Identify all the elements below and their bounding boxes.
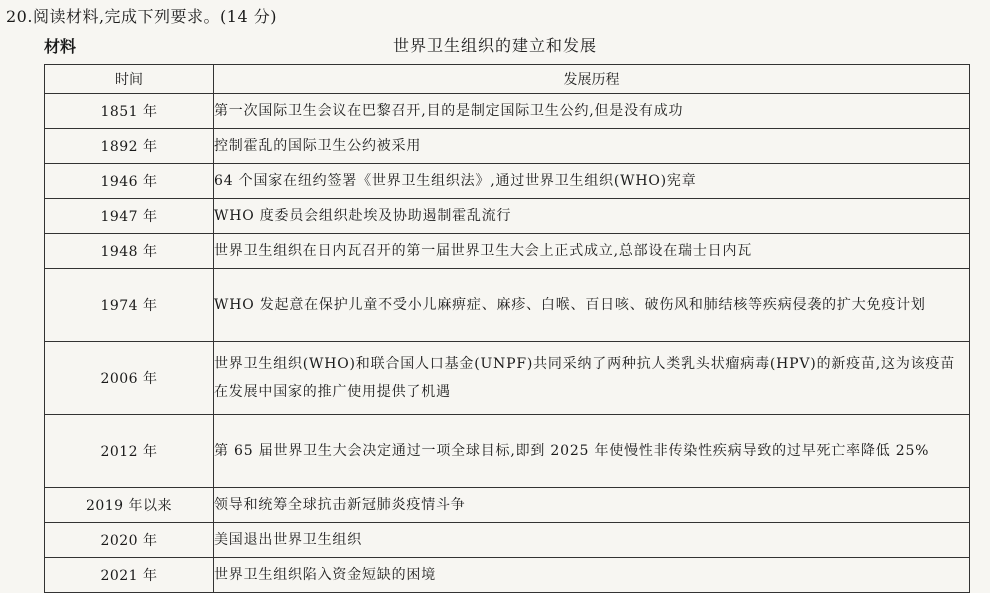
table-row — [45, 94, 970, 129]
table-row — [45, 199, 970, 234]
table-body — [45, 94, 970, 593]
row-time: 1892 年 — [45, 129, 214, 164]
row-time: 1974 年 — [45, 269, 214, 342]
row-event: 美国退出世界卫生组织 — [214, 523, 970, 558]
material-label: 材料 — [44, 37, 77, 56]
row-event: 世界卫生组织在日内瓦召开的第一届世界卫生大会上正式成立,总部设在瑞士日内瓦 — [214, 234, 970, 269]
row-event: 第 65 届世界卫生大会决定通过一项全球目标,即到 2025 年使慢性非传染性疾病导致的过早死亡率降低 25% — [214, 415, 970, 488]
table-row — [45, 342, 970, 415]
question-prompt: 20.阅读材料,完成下列要求。(14 分) — [6, 7, 277, 26]
row-event: 世界卫生组织陷入资金短缺的困境 — [214, 558, 970, 593]
table-row — [45, 129, 970, 164]
row-event: WHO 度委员会组织赴埃及协助遏制霍乱流行 — [214, 199, 970, 234]
row-time: 2012 年 — [45, 415, 214, 488]
row-time: 2019 年以来 — [45, 488, 214, 523]
row-time: 1947 年 — [45, 199, 214, 234]
table-row — [45, 415, 970, 488]
row-time: 2006 年 — [45, 342, 214, 415]
row-event: 领导和统筹全球抗击新冠肺炎疫情斗争 — [214, 488, 970, 523]
table-row — [45, 269, 970, 342]
row-time: 2021 年 — [45, 558, 214, 593]
header-history: 发展历程 — [214, 65, 970, 94]
row-time: 1946 年 — [45, 164, 214, 199]
row-event: 世界卫生组织(WHO)和联合国人口基金(UNPF)共同采纳了两种抗人类乳头状瘤病毒(HPV)的新疫苗,这为该疫苗在发展中国家的推广使用提供了机遇 — [214, 342, 970, 415]
header-time: 时间 — [45, 65, 214, 94]
row-event: 第一次国际卫生会议在巴黎召开,目的是制定国际卫生公约,但是没有成功 — [214, 94, 970, 129]
table-row — [45, 234, 970, 269]
history-table — [44, 64, 970, 593]
row-event: WHO 发起意在保护儿童不受小儿麻痹症、麻疹、白喉、百日咳、破伤风和肺结核等疾病侵袭的扩大免疫计划 — [214, 269, 970, 342]
table-row — [45, 523, 970, 558]
table-row — [45, 558, 970, 593]
row-time: 1948 年 — [45, 234, 214, 269]
row-event: 控制霍乱的国际卫生公约被采用 — [214, 129, 970, 164]
table-header-row — [45, 65, 970, 94]
table-title: 世界卫生组织的建立和发展 — [392, 36, 597, 55]
row-time: 2020 年 — [45, 523, 214, 558]
table-row — [45, 488, 970, 523]
table-row — [45, 164, 970, 199]
row-event: 64 个国家在纽约签署《世界卫生组织法》,通过世界卫生组织(WHO)宪章 — [214, 164, 970, 199]
row-time: 1851 年 — [45, 94, 214, 129]
